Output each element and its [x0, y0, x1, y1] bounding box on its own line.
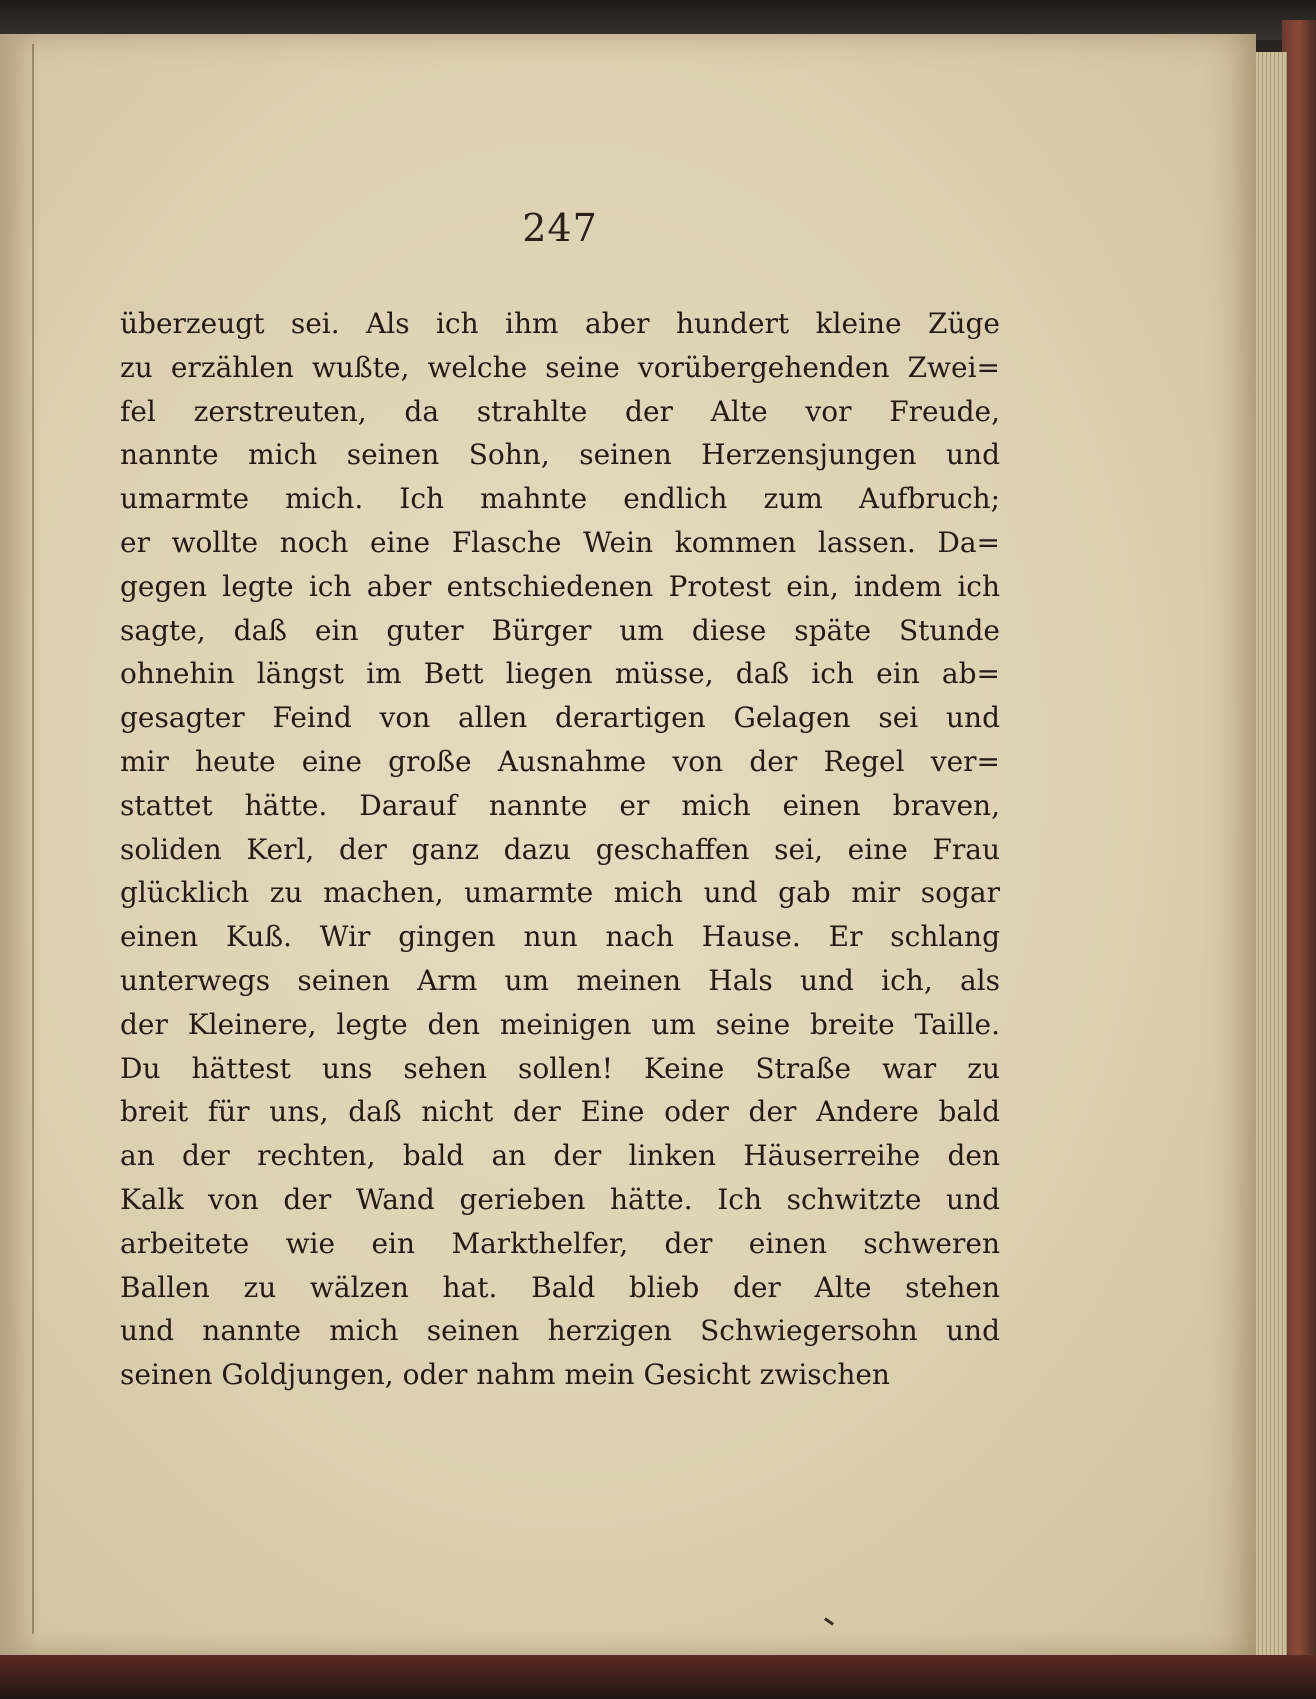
text-line: Kalk von der Wand gerieben hätte. Ich schwitzte und — [120, 1182, 1000, 1216]
page-number: 247 — [522, 206, 598, 250]
text-line: der Kleinere, legte den meinigen um seine breite Taille. — [120, 1007, 1000, 1041]
text-line: überzeugt sei. Als ich ihm aber hundert kleine Züge — [120, 307, 1000, 340]
text-line: sagte, daß ein guter Bürger um diese späte Stunde — [120, 613, 1000, 647]
text-line: zu erzählen wußte, welche seine vorübergehenden Zwei= — [120, 350, 1000, 384]
text-line: einen Kuß. Wir gingen nun nach Hause. Er schlang — [120, 920, 1000, 954]
text-line: mir heute eine große Ausnahme von der Regel ver= — [120, 744, 1000, 778]
text-line: glücklich zu machen, umarmte mich und gab mir sogar — [120, 876, 1000, 910]
text-line: Du hättest uns sehen sollen! Keine Straße war zu — [120, 1051, 1000, 1085]
bottom-cover-edge — [0, 1655, 1316, 1699]
text-line: gegen legte ich aber entschiedenen Protest ein, indem ich — [120, 569, 1000, 603]
book-page — [0, 34, 1256, 1664]
body-text — [120, 302, 1000, 1397]
text-line: fel zerstreuten, da strahlte der Alte vor Freude, — [120, 394, 1000, 428]
page-gutter — [0, 34, 40, 1664]
text-line: Ballen zu wälzen hat. Bald blieb der Alte stehen — [120, 1270, 1000, 1304]
text-line: breit für uns, daß nicht der Eine oder der Andere bald — [120, 1095, 1000, 1129]
text-line: und nannte mich seinen herzigen Schwiegersohn und — [120, 1314, 1000, 1348]
text-line: ohnehin längst im Bett liegen müsse, daß ich ein ab= — [120, 657, 1000, 691]
text-line: umarmte mich. Ich mahnte endlich zum Aufbruch; — [120, 482, 1000, 516]
text-line: an der rechten, bald an der linken Häuserreihe den — [120, 1139, 1000, 1173]
ink-speck — [824, 1617, 834, 1625]
text-line: arbeitete wie ein Markthelfer, der einen schweren — [120, 1226, 1000, 1260]
text-line: gesagter Feind von allen derartigen Gelagen sei und — [120, 701, 1000, 735]
text-line: seinen Goldjungen, oder nahm mein Gesicht zwischen — [120, 1358, 890, 1392]
text-line: soliden Kerl, der ganz dazu geschaffen sei, eine Frau — [120, 832, 1000, 866]
text-line: stattet hätte. Darauf nannte er mich einen braven, — [120, 788, 1000, 822]
gutter-crease — [32, 44, 34, 1634]
right-cover-edge — [1282, 20, 1316, 1680]
text-line: unterwegs seinen Arm um meinen Hals und ich, als — [120, 963, 1000, 997]
text-line: nannte mich seinen Sohn, seinen Herzensjungen und — [120, 438, 1000, 472]
text-line: er wollte noch eine Flasche Wein kommen lassen. Da= — [120, 525, 1000, 559]
